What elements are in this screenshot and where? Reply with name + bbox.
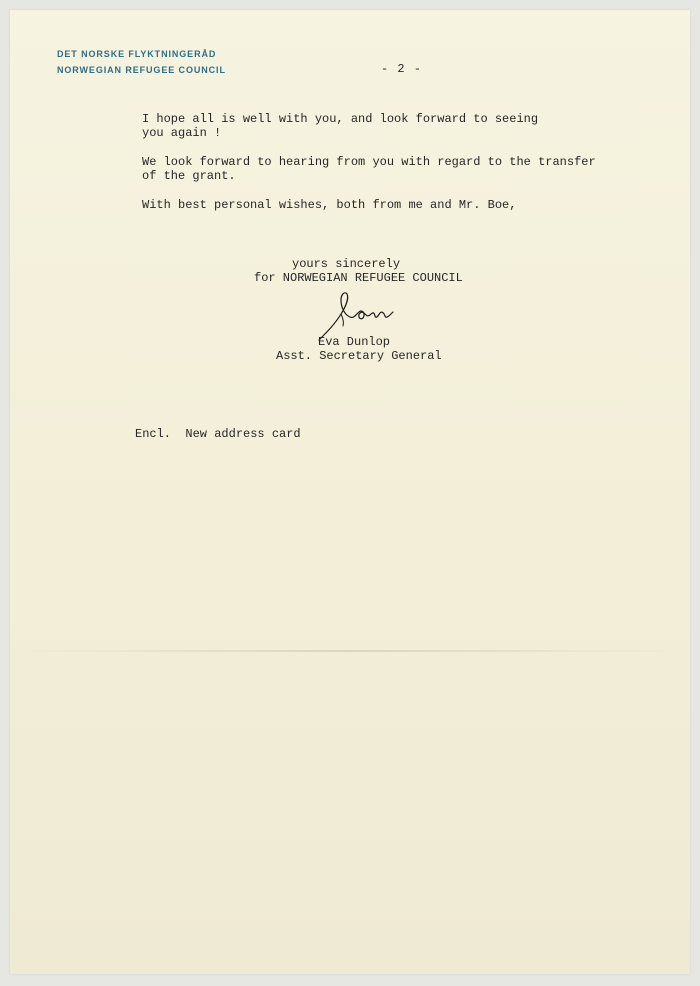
closing-organization: for NORWEGIAN REFUGEE COUNCIL [254, 271, 463, 285]
paragraph-grant-transfer: We look forward to hearing from you with regard to the transfer of the grant. [142, 155, 596, 183]
closing-salutation: yours sincerely [292, 257, 401, 271]
letter-body [142, 112, 682, 227]
paragraph-greeting: I hope all is well with you, and look forward to seeing you again ! [142, 112, 539, 140]
signature-block [254, 257, 554, 363]
page-number: - 2 - [381, 62, 423, 76]
signatory-title: Asst. Secretary General [276, 349, 442, 363]
letterhead-english-name: NORWEGIAN REFUGEE COUNCIL [57, 65, 226, 75]
signatory-name: Eva Dunlop [318, 335, 391, 349]
letterhead-norwegian-name: DET NORSKE FLYKTNINGERÅD [57, 49, 217, 59]
letter-sheet [10, 10, 690, 974]
paragraph-wishes: With best personal wishes, both from me and Mr. Boe, [142, 198, 517, 212]
letterhead [57, 46, 226, 78]
enclosure-note: Encl. New address card [135, 427, 301, 441]
